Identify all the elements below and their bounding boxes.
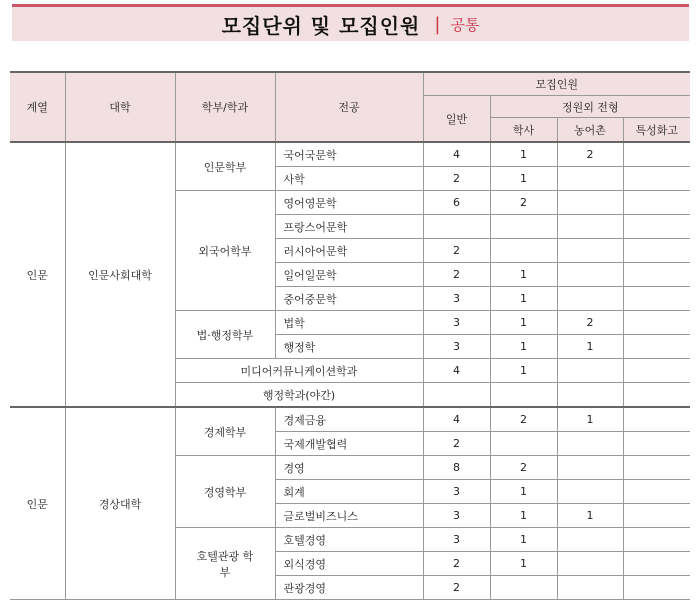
special-cell: [623, 383, 690, 408]
bachelor-cell: [490, 576, 557, 600]
major-cell: 러시아어문학: [275, 239, 423, 263]
major-cell: 글로벌비즈니스: [275, 504, 423, 528]
division-cell: 외국어학부: [175, 191, 275, 311]
special-cell: [623, 359, 690, 383]
general-cell: 3: [423, 287, 490, 311]
bachelor-cell: 1: [490, 552, 557, 576]
header-bachelor: 학사: [490, 118, 557, 143]
bachelor-cell: 1: [490, 335, 557, 359]
rural-cell: [557, 263, 623, 287]
general-cell: 6: [423, 191, 490, 215]
rural-cell: [557, 359, 623, 383]
bachelor-cell: 1: [490, 504, 557, 528]
rural-cell: [557, 215, 623, 239]
special-cell: [623, 432, 690, 456]
college-cell: 경상대학: [65, 407, 175, 600]
series-cell: 인문: [10, 142, 65, 407]
header-major: 전공: [275, 72, 423, 142]
general-cell: 4: [423, 142, 490, 167]
general-cell: 2: [423, 167, 490, 191]
special-cell: [623, 528, 690, 552]
general-cell: 3: [423, 480, 490, 504]
division-cell: 법·행정학부: [175, 311, 275, 359]
general-cell: 2: [423, 432, 490, 456]
college-cell: 인문사회대학: [65, 142, 175, 407]
rural-cell: [557, 167, 623, 191]
division-cell: 경영학부: [175, 456, 275, 528]
special-cell: [623, 287, 690, 311]
bachelor-cell: 1: [490, 167, 557, 191]
header-rural: 농어촌: [557, 118, 623, 143]
special-cell: [623, 504, 690, 528]
general-cell: 2: [423, 263, 490, 287]
rural-cell: [557, 239, 623, 263]
bachelor-cell: 1: [490, 528, 557, 552]
major-cell: 영어영문학: [275, 191, 423, 215]
bachelor-cell: [490, 215, 557, 239]
rural-cell: [557, 480, 623, 504]
major-cell: 경제금융: [275, 407, 423, 432]
general-cell: 2: [423, 576, 490, 600]
special-cell: [623, 239, 690, 263]
bachelor-cell: 2: [490, 407, 557, 432]
header-quota: 모집인원: [423, 72, 690, 96]
admission-quota-table: [10, 71, 690, 600]
bachelor-cell: 2: [490, 456, 557, 480]
special-cell: [623, 576, 690, 600]
general-cell: 3: [423, 335, 490, 359]
special-cell: [623, 480, 690, 504]
special-cell: [623, 142, 690, 167]
major-cell: 국어국문학: [275, 142, 423, 167]
major-cell: 호텔경영: [275, 528, 423, 552]
department-cell: 행정학과(야간): [175, 383, 423, 408]
general-cell: 4: [423, 407, 490, 432]
special-cell: [623, 191, 690, 215]
rural-cell: 1: [557, 407, 623, 432]
page-subtitle: 공통: [450, 15, 480, 34]
division-cell: 인문학부: [175, 142, 275, 191]
special-cell: [623, 456, 690, 480]
bachelor-cell: 1: [490, 359, 557, 383]
division-cell: 호텔관광 학부: [175, 528, 275, 600]
major-cell: 외식경영: [275, 552, 423, 576]
major-cell: 관광경영: [275, 576, 423, 600]
header-general: 일반: [423, 96, 490, 143]
bachelor-cell: 2: [490, 191, 557, 215]
special-cell: [623, 167, 690, 191]
header-special: 특성화고: [623, 118, 690, 143]
bachelor-cell: 1: [490, 311, 557, 335]
division-cell: 경제학부: [175, 407, 275, 456]
header-series: 계열: [10, 72, 65, 142]
general-cell: 2: [423, 552, 490, 576]
major-cell: 행정학: [275, 335, 423, 359]
rural-cell: 1: [557, 335, 623, 359]
major-cell: 국제개발협력: [275, 432, 423, 456]
bachelor-cell: [490, 383, 557, 408]
bachelor-cell: 1: [490, 287, 557, 311]
major-cell: 법학: [275, 311, 423, 335]
special-cell: [623, 311, 690, 335]
department-cell: 미디어커뮤니케이션학과: [175, 359, 423, 383]
special-cell: [623, 215, 690, 239]
table-row: [10, 407, 690, 432]
bachelor-cell: 1: [490, 480, 557, 504]
general-cell: 4: [423, 359, 490, 383]
bachelor-cell: 1: [490, 142, 557, 167]
bachelor-cell: 1: [490, 263, 557, 287]
rural-cell: 1: [557, 504, 623, 528]
header-division: 학부/학과: [175, 72, 275, 142]
series-cell: 인문: [10, 407, 65, 600]
rural-cell: [557, 432, 623, 456]
general-cell: [423, 215, 490, 239]
general-cell: 3: [423, 528, 490, 552]
rural-cell: [557, 576, 623, 600]
general-cell: 3: [423, 311, 490, 335]
special-cell: [623, 263, 690, 287]
rural-cell: 2: [557, 142, 623, 167]
page-title-bar: [12, 4, 689, 41]
rural-cell: [557, 383, 623, 408]
general-cell: 3: [423, 504, 490, 528]
major-cell: 경영: [275, 456, 423, 480]
major-cell: 사학: [275, 167, 423, 191]
bachelor-cell: [490, 239, 557, 263]
general-cell: [423, 383, 490, 408]
rural-cell: [557, 456, 623, 480]
major-cell: 프랑스어문학: [275, 215, 423, 239]
rural-cell: [557, 552, 623, 576]
header-extra: 정원외 전형: [490, 96, 690, 118]
header-college: 대학: [65, 72, 175, 142]
major-cell: 회계: [275, 480, 423, 504]
rural-cell: [557, 191, 623, 215]
general-cell: 2: [423, 239, 490, 263]
page-title: 모집단위 및 모집인원: [221, 13, 421, 38]
rural-cell: 2: [557, 311, 623, 335]
bachelor-cell: [490, 432, 557, 456]
special-cell: [623, 552, 690, 576]
table-row: [10, 142, 690, 167]
special-cell: [623, 407, 690, 432]
title-separator: |: [434, 13, 441, 35]
rural-cell: [557, 528, 623, 552]
major-cell: 중어중문학: [275, 287, 423, 311]
rural-cell: [557, 287, 623, 311]
special-cell: [623, 335, 690, 359]
general-cell: 8: [423, 456, 490, 480]
major-cell: 일어일문학: [275, 263, 423, 287]
